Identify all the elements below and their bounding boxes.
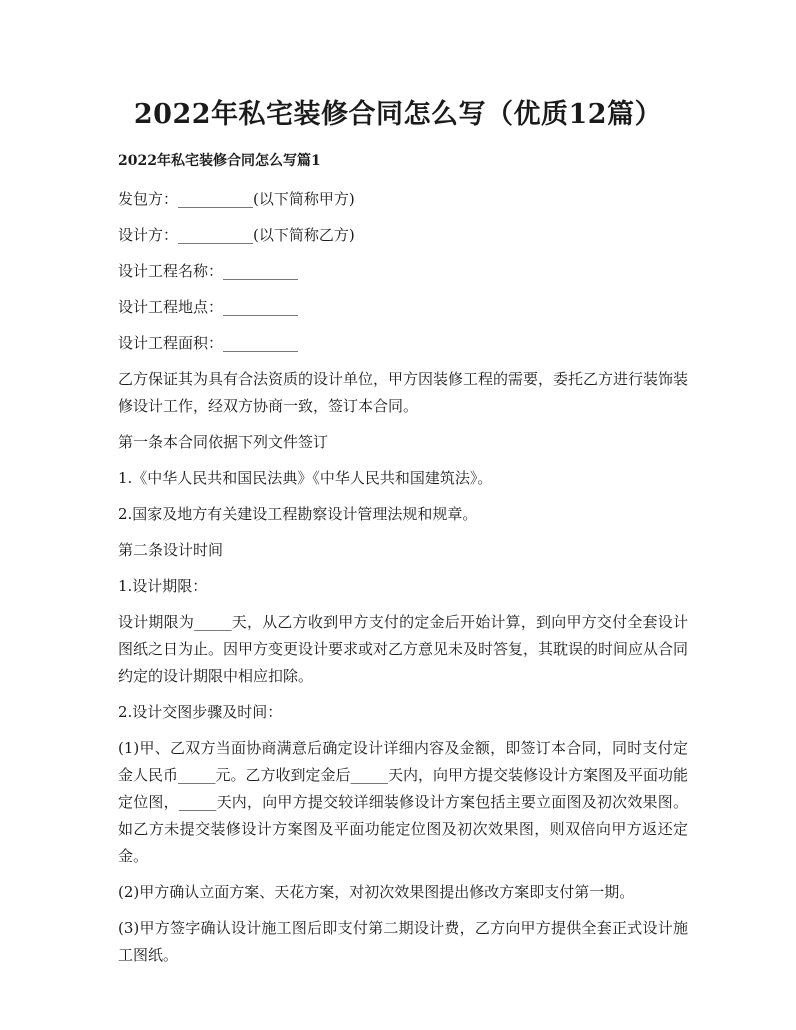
design-period-paragraph: 设计期限为_____天，从乙方收到甲方支付的定金后开始计算，到向甲方交付全套设计图纸之日为止。因甲方变更设计要求或对乙方意见未及时答复，其耽误的时间应从合同约定的设计期限中相应扣除。 — [118, 613, 689, 685]
design-period-heading: 1.设计期限： — [118, 577, 208, 595]
party-a-line: 发包方：__________(以下简称甲方) — [118, 190, 355, 208]
article-1-item-1: 1.《中华人民共和国民法典》《中华人民共和国建筑法》。 — [118, 469, 493, 487]
project-name-line: 设计工程名称：__________ — [118, 262, 299, 280]
article-2-heading: 第二条设计时间 — [118, 541, 224, 559]
document-title: 2022年私宅装修合同怎么写（优质12篇） — [133, 99, 663, 130]
delivery-step-3: (3)甲方签字确认设计施工图后即支付第二期设计费，乙方向甲方提供全套正式设计施工图纸。 — [118, 919, 688, 964]
intro-paragraph: 乙方保证其为具有合法资质的设计单位，甲方因装修工程的需要，委托乙方进行装饰装修设计工作，经双方协商一致，签订本合同。 — [118, 370, 689, 415]
delivery-steps-heading: 2.设计交图步骤及时间： — [118, 703, 283, 721]
section-heading: 2022年私宅装修合同怎么写篇1 — [118, 153, 321, 169]
project-location-line: 设计工程地点：__________ — [118, 298, 299, 316]
delivery-step-2: (2)甲方确认立面方案、天花方案，对初次效果图提出修改方案即支付第一期。 — [118, 883, 635, 901]
project-area-line: 设计工程面积：__________ — [118, 334, 299, 352]
document-body — [118, 150, 688, 978]
party-b-line: 设计方：__________(以下简称乙方) — [118, 226, 355, 244]
delivery-step-1: (1)甲、乙双方当面协商满意后确定设计详细内容及金额，即签订本合同，同时支付定金人民币_____元。乙方收到定金后_____天内，向甲方提交装修设计方案图及平面功能定位图，_____天内，向甲方提交较详细装修设计方案包括主要立面图及初次效果图。如乙方未提交装修设计方案图及平面功能定位图及初次效果图，则双倍向甲方返还定金。 — [118, 739, 689, 865]
article-1-heading: 第一条本合同依据下列文件签订 — [118, 433, 329, 451]
article-1-item-2: 2.国家及地方有关建设工程勘察设计管理法规和规章。 — [118, 505, 478, 523]
